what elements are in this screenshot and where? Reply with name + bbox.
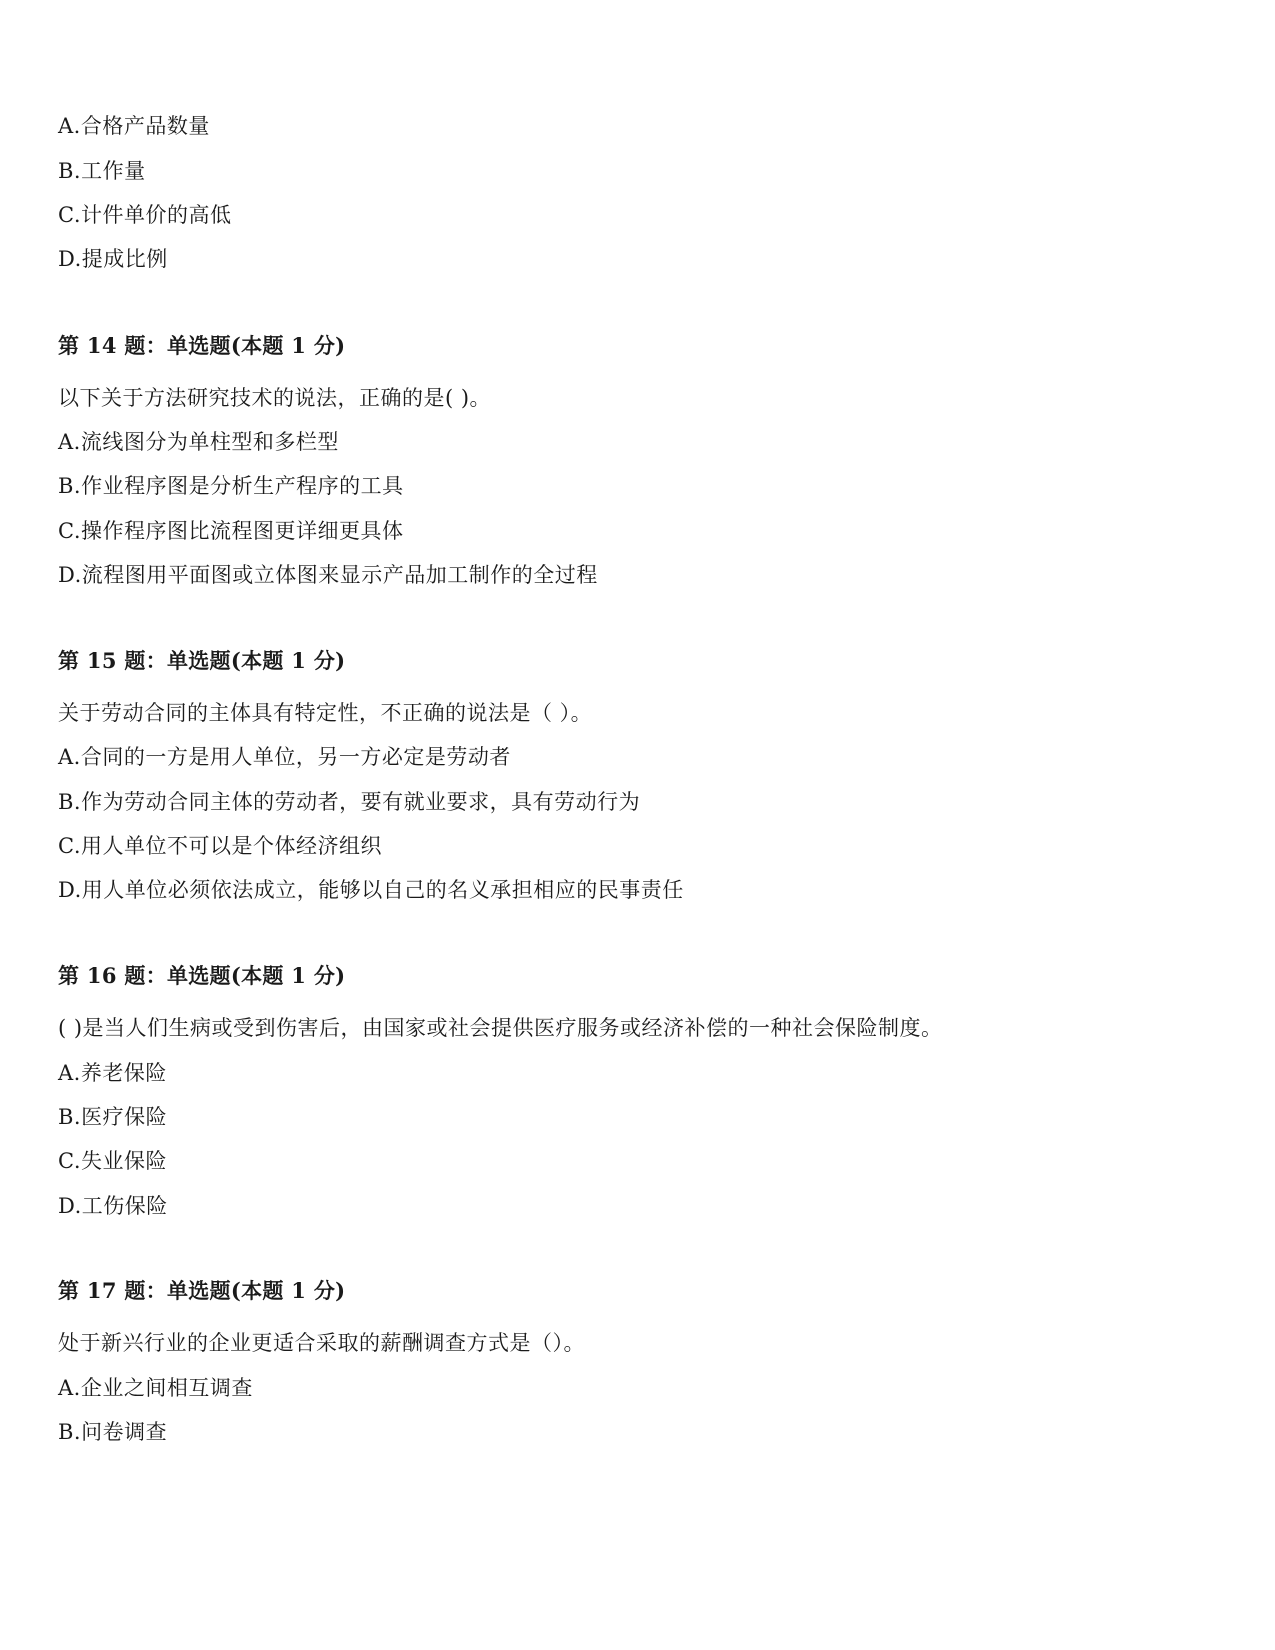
option-a: A.养老保险 <box>58 1061 167 1085</box>
question-stem: 处于新兴行业的企业更适合采取的薪酬调查方式是（）。 <box>58 1331 585 1355</box>
option-a: A.流线图分为单柱型和多栏型 <box>58 430 339 454</box>
option-a: A.合格产品数量 <box>58 114 210 138</box>
question-heading: 第 16 题：单选题(本题 1 分) <box>58 963 346 988</box>
exam-page <box>58 0 1218 1650</box>
option-b: B.作为劳动合同主体的劳动者，要有就业要求，具有劳动行为 <box>58 790 641 814</box>
option-d: D.提成比例 <box>58 247 168 271</box>
option-a: A.合同的一方是用人单位，另一方必定是劳动者 <box>58 745 511 769</box>
question-stem: 关于劳动合同的主体具有特定性，不正确的说法是（ ）。 <box>58 701 593 725</box>
question-stem: ( )是当人们生病或受到伤害后，由国家或社会提供医疗服务或经济补偿的一种社会保险制度。 <box>58 1016 943 1040</box>
option-b: B.医疗保险 <box>58 1105 168 1129</box>
option-c: C.失业保险 <box>58 1149 167 1173</box>
question-heading: 第 14 题：单选题(本题 1 分) <box>58 333 346 358</box>
option-a: A.企业之间相互调查 <box>58 1376 253 1400</box>
option-b: B.工作量 <box>58 159 146 183</box>
question-stem: 以下关于方法研究技术的说法，正确的是( )。 <box>58 386 492 410</box>
option-d: D.用人单位必须依法成立，能够以自己的名义承担相应的民事责任 <box>58 878 684 902</box>
option-c: C.操作程序图比流程图更详细更具体 <box>58 519 404 543</box>
option-c: C.用人单位不可以是个体经济组织 <box>58 834 382 858</box>
question-heading: 第 17 题：单选题(本题 1 分) <box>58 1278 346 1303</box>
option-d: D.工伤保险 <box>58 1194 168 1218</box>
question-heading: 第 15 题：单选题(本题 1 分) <box>58 648 346 673</box>
option-b: B.作业程序图是分析生产程序的工具 <box>58 474 404 498</box>
option-d: D.流程图用平面图或立体图来显示产品加工制作的全过程 <box>58 563 598 587</box>
option-b: B.问卷调查 <box>58 1420 168 1444</box>
option-c: C.计件单价的高低 <box>58 203 232 227</box>
